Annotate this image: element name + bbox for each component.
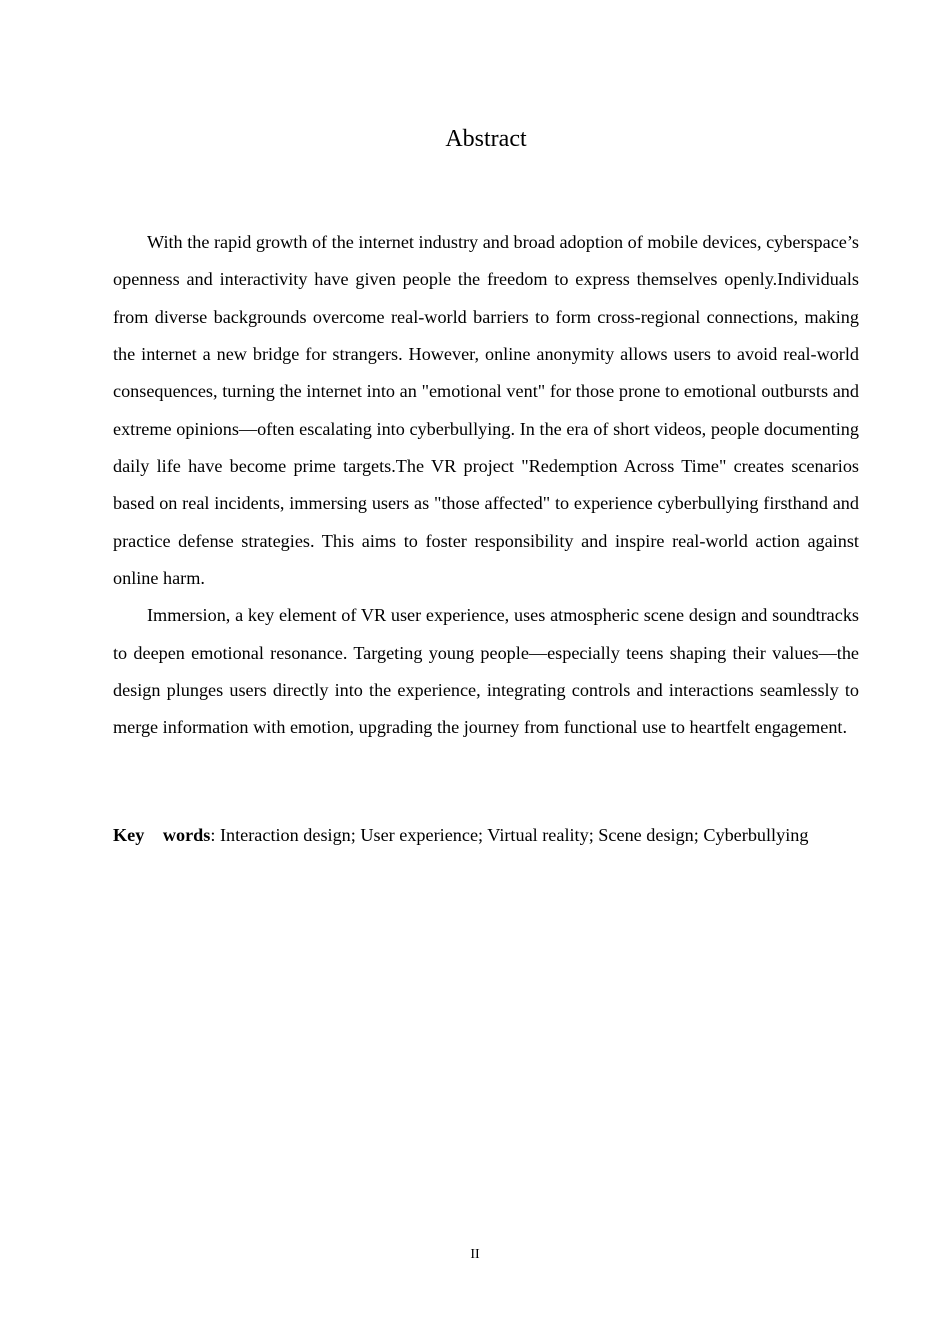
- abstract-paragraph-1: With the rapid growth of the internet industry and broad adoption of mobile devices, cyberspace’s openness and interactivity have given people the freedom to express themselves openly.Individuals from diverse backgrounds overcome real-world barriers to form cross-regional connections, making the internet a new bridge for strangers. However, online anonymity allows users to avoid real-world consequences, turning the internet into an "emotional vent" for those prone to emotional outbursts and extreme opinions—often escalating into cyberbullying. In the era of short videos, people documenting daily life have become prime targets.The VR project "Redemption Across Time" creates scenarios based on real incidents, immersing users as "those affected" to experience cyberbullying firsthand and practice defense strategies. This aims to foster responsibility and inspire real-world action against online harm.: [113, 232, 859, 589]
- page-title: Abstract: [445, 126, 527, 152]
- keywords-separator: :: [210, 825, 216, 845]
- keywords-label: Key words: [113, 825, 211, 845]
- abstract-body: [113, 224, 859, 747]
- abstract-paragraph-2: Immersion, a key element of VR user experience, uses atmospheric scene design and soundtracks to deepen emotional resonance. Targeting young people—especially teens shaping their values—the design plunges users directly into the experience, integrating controls and interactions seamlessly to merge information with emotion, upgrading the journey from functional use to heartfelt engagement.: [113, 605, 859, 738]
- keywords-text: Interaction design; User experience; Virtual reality; Scene design; Cyberbullying: [215, 825, 809, 845]
- page-number: II: [470, 1247, 480, 1262]
- keywords-line: [113, 817, 859, 854]
